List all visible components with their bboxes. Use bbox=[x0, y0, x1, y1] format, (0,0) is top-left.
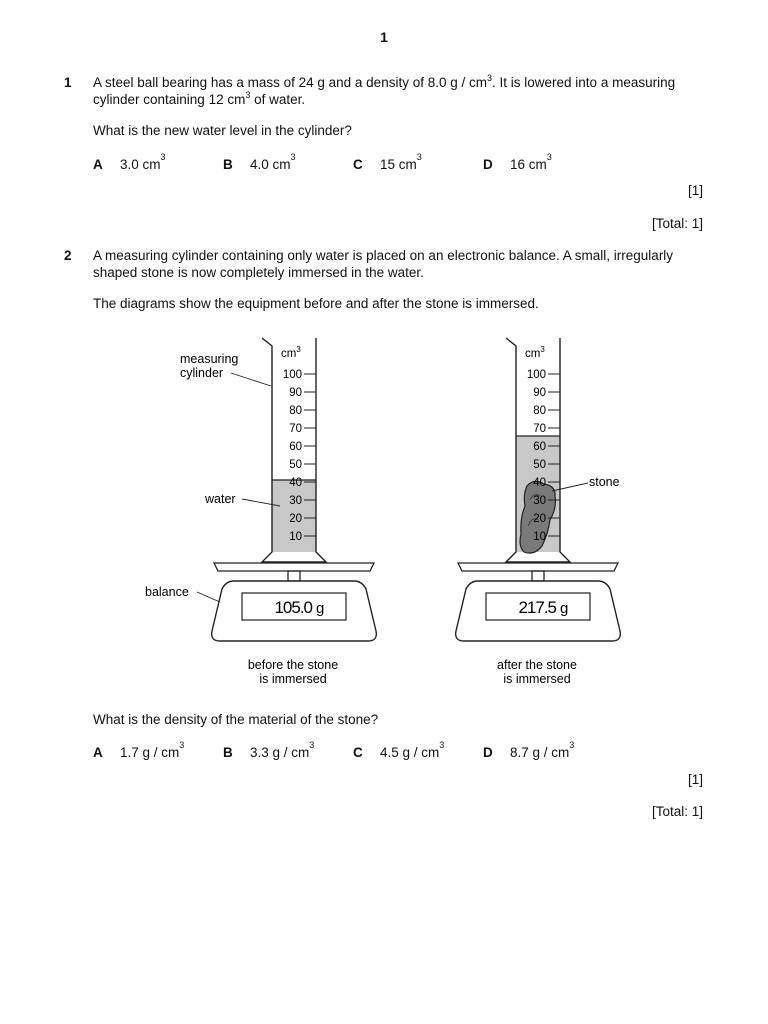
scale-label-after: 90 bbox=[533, 387, 546, 399]
scale-label-after: 40 bbox=[533, 477, 546, 489]
unit-label-before: $cm^3$ bbox=[281, 345, 301, 360]
label-balance: balance bbox=[145, 585, 189, 599]
scale-label-after: 10 bbox=[533, 531, 546, 543]
q2-option-c[interactable]: C 4.5 g / cm 3 bbox=[353, 740, 445, 760]
scale-label-after: 50 bbox=[533, 459, 546, 471]
label-measuring: measuring bbox=[180, 352, 239, 366]
scale-label-before: 100 bbox=[282, 369, 302, 381]
q2-option-b[interactable]: B 3.3 g / cm 3 bbox=[223, 740, 315, 760]
caption-before-line1: before the stone bbox=[247, 658, 339, 672]
question-2-marks: [1] bbox=[687, 772, 703, 787]
balance-pan-before bbox=[214, 563, 374, 571]
caption-before-line2: is immersed bbox=[259, 672, 327, 686]
q1-option-b[interactable]: B 4.0 cm 3 bbox=[223, 152, 296, 172]
q1-text-b: . It is lowered into a measuring cylinder containing 12 cm bbox=[93, 75, 676, 107]
question-1-options bbox=[93, 152, 613, 172]
q1-option-d[interactable]: D 16 cm 3 bbox=[483, 152, 552, 172]
q1-text-a: A steel ball bearing has a mass of 24 g and a density of 8.0 g / cm bbox=[93, 75, 487, 90]
scale-label-before: 30 bbox=[289, 495, 302, 507]
q1-option-a[interactable]: A 3.0 cm 3 bbox=[93, 152, 166, 172]
scale-label-before: 80 bbox=[289, 405, 302, 417]
scale-label-before: 40 bbox=[289, 477, 302, 489]
question-1-total: [Total: 1] bbox=[651, 216, 703, 231]
diagram-before bbox=[145, 338, 376, 686]
scale-label-before: 90 bbox=[289, 387, 302, 399]
q1-option-c[interactable]: C 15 cm 3 bbox=[353, 152, 422, 172]
q2-option-a[interactable]: A 1.7 g / cm 3 bbox=[93, 740, 185, 760]
label-water: water bbox=[205, 492, 236, 506]
scale-label-after: 80 bbox=[533, 405, 546, 417]
q1-sup-a: 3 bbox=[487, 73, 493, 83]
question-2-text: A measuring cylinder containing only water is placed on an electronic balance. A small, irregularly shaped stone is now completely immersed in the water. bbox=[93, 248, 674, 280]
question-2-number: 2 bbox=[64, 248, 72, 263]
reading-after: 217.5 bbox=[518, 598, 556, 617]
q1-sup-b: 3 bbox=[245, 90, 251, 100]
label-cylinder: cylinder bbox=[180, 366, 224, 380]
scale-label-before: 20 bbox=[289, 513, 302, 525]
scale-label-after: 30 bbox=[533, 495, 546, 507]
caption-after-line2: is immersed bbox=[503, 672, 571, 686]
reading-before: 105.0 bbox=[274, 598, 312, 617]
scale-label-after: 70 bbox=[533, 423, 546, 435]
diagram-after bbox=[456, 338, 621, 686]
question-2-prompt: What is the density of the material of the stone? bbox=[93, 712, 379, 727]
scale-label-after: 100 bbox=[526, 369, 546, 381]
scale-label-before: 70 bbox=[289, 423, 302, 435]
reading-unit-after: g bbox=[560, 600, 569, 617]
balance-stem-before bbox=[288, 571, 300, 581]
question-1-marks: [1] bbox=[687, 183, 703, 198]
q2-option-d[interactable]: D 8.7 g / cm 3 bbox=[483, 740, 575, 760]
question-2-total: [Total: 1] bbox=[651, 804, 703, 819]
question-2-options bbox=[93, 740, 613, 760]
scale-label-before: 10 bbox=[289, 531, 302, 543]
balance-diagram bbox=[0, 320, 768, 700]
leader-cylinder bbox=[231, 373, 271, 386]
balance-pan-after bbox=[458, 563, 618, 571]
question-1-number: 1 bbox=[64, 75, 72, 90]
scale-label-after: 20 bbox=[533, 513, 546, 525]
question-2-intro: The diagrams show the equipment before and after the stone is immersed. bbox=[93, 296, 539, 311]
q1-text-c: of water. bbox=[250, 92, 306, 107]
unit-label-after: $cm^3$ bbox=[525, 345, 545, 360]
caption-after-line1: after the stone bbox=[497, 658, 577, 672]
scale-label-before: 50 bbox=[289, 459, 302, 471]
reading-unit-before: g bbox=[316, 600, 325, 617]
balance-stem-after bbox=[532, 571, 544, 581]
scale-label-after: 60 bbox=[533, 441, 546, 453]
label-stone: stone bbox=[589, 475, 620, 489]
scale-label-before: 60 bbox=[289, 441, 302, 453]
question-1-text bbox=[93, 74, 705, 108]
page-number: 1 bbox=[380, 29, 388, 45]
question-1-prompt: What is the new water level in the cylinder? bbox=[93, 123, 352, 138]
